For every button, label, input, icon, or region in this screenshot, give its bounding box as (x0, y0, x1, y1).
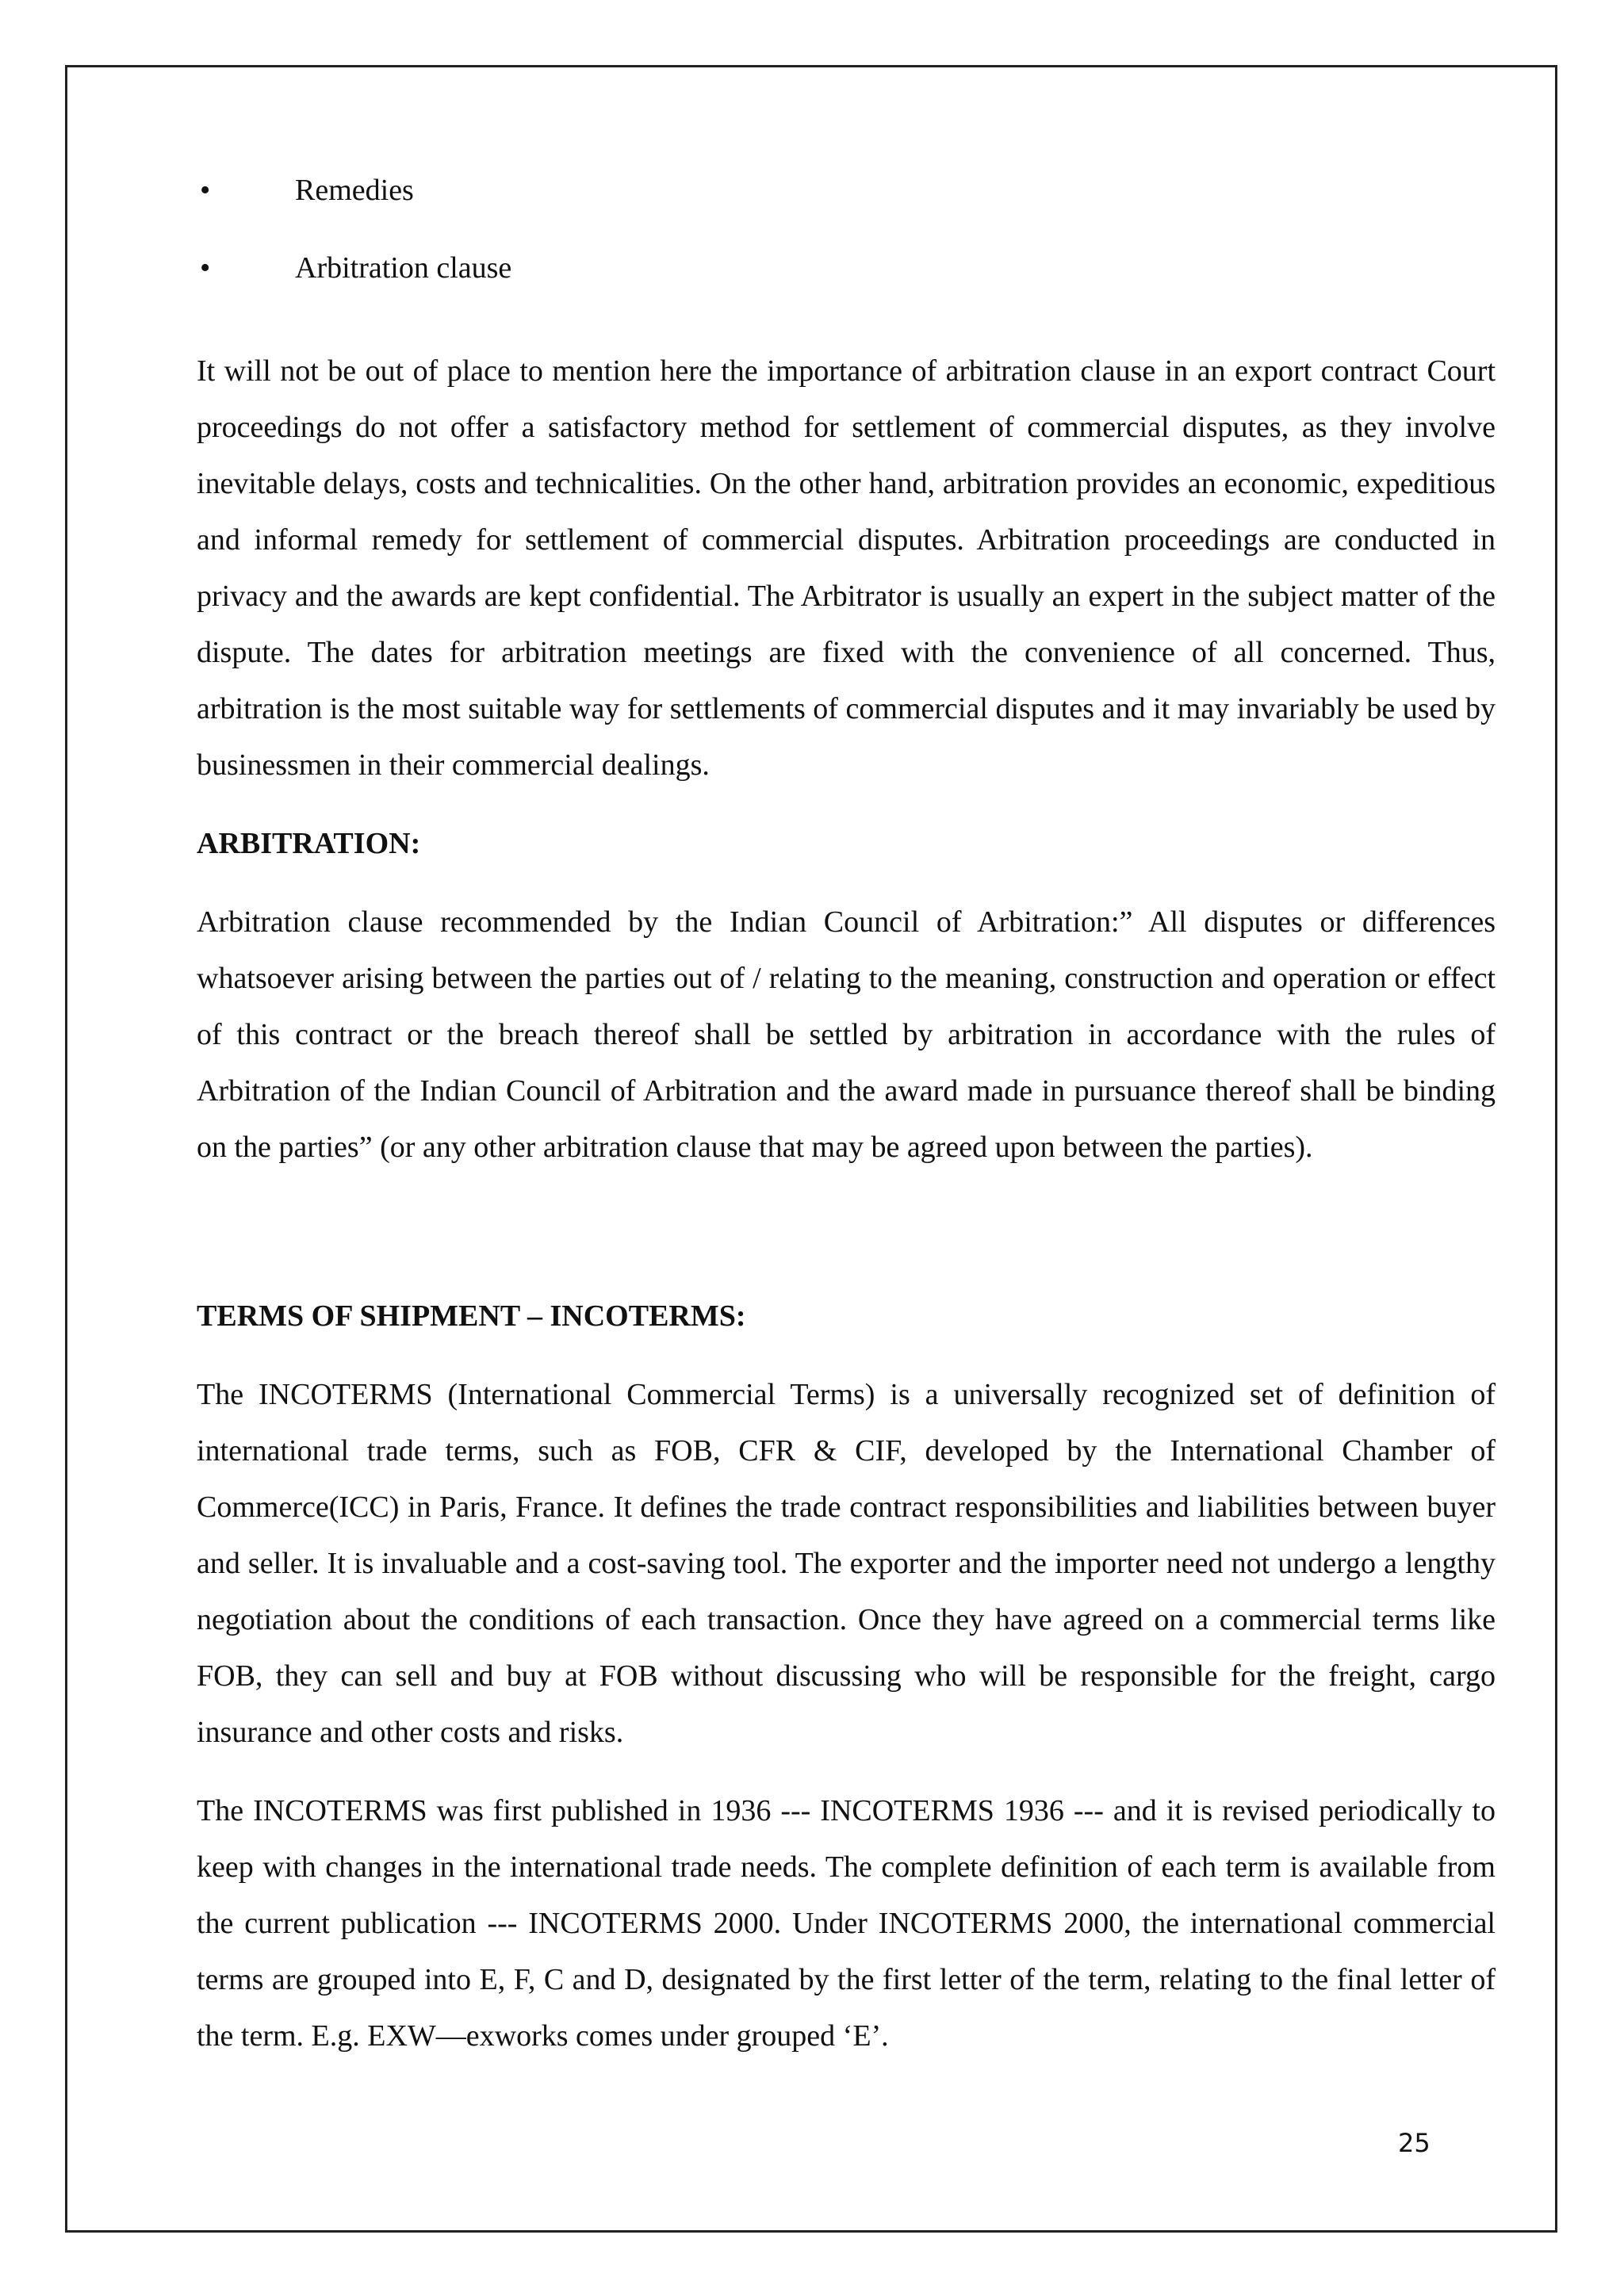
bullet-icon: • (200, 174, 211, 207)
bullet-text: Remedies (295, 174, 414, 207)
arbitration-heading: ARBITRATION: (197, 827, 421, 860)
bullet-list (197, 163, 1496, 318)
bullet-icon: • (200, 251, 211, 285)
incoterms-definition-paragraph: The INCOTERMS (International Commercial Terms) is a universally recognized set of definition of international trade terms, such as FOB, CFR & CIF, developed by the International Chamber of Commerce(ICC) in Paris, France. It defines the trade contract responsibilities and liabilities between buyer and seller. It is invaluable and a cost-saving tool. The exporter and the importer need not undergo a lengthy negotiation about the conditions of each transaction. Once they have agreed on a commercial terms like FOB, they can sell and buy at FOB without discussing who will be responsible for the freight, cargo insurance and other costs and risks. (197, 1378, 1496, 1749)
bullet-text: Arbitration clause (295, 251, 512, 285)
arbitration-clause-paragraph: Arbitration clause recommended by the Indian Council of Arbitration:” All disputes or differences whatsoever arising between the parties out of / relating to the meaning, construction and operation or effect of this contract or the breach thereof shall be settled by arbitration in accordance with the rules of Arbitration of the Indian Council of Arbitration and the award made in pursuance thereof shall be binding on the parties” (or any other arbitration clause that may be agreed upon between the parties). (197, 905, 1496, 1164)
intro-paragraph: It will not be out of place to mention here the importance of arbitration clause in an export contract Court proceedings do not offer a satisfactory method for settlement of commercial disputes, as they involve inevitable delays, costs and technicalities. On the other hand, arbitration provides an economic, expeditious and informal remedy for settlement of commercial disputes. Arbitration proceedings are conducted in privacy and the awards are kept confidential. The Arbitrator is usually an expert in the subject matter of the dispute. The dates for arbitration meetings are fixed with the convenience of all concerned. Thus, arbitration is the most suitable way for settlements of commercial disputes and it may invariably be used by businessmen in their commercial dealings. (197, 354, 1496, 782)
list-item (197, 163, 1496, 240)
document-body (197, 163, 1496, 2087)
page-number: 25 (1398, 2128, 1431, 2158)
list-item (197, 240, 1496, 318)
incoterms-heading: TERMS OF SHIPMENT – INCOTERMS: (197, 1299, 746, 1333)
incoterms-history-paragraph: The INCOTERMS was first published in 1936 --- INCOTERMS 1936 --- and it is revised periodically to keep with changes in the international trade needs. The complete definition of each term is available from the current publication --- INCOTERMS 2000. Under INCOTERMS 2000, the international commercial terms are grouped into E, F, C and D, designated by the first letter of the term, relating to the final letter of the term. E.g. EXW—exworks comes under grouped ‘E’. (197, 1794, 1496, 2053)
section-spacer (197, 1198, 1496, 1288)
